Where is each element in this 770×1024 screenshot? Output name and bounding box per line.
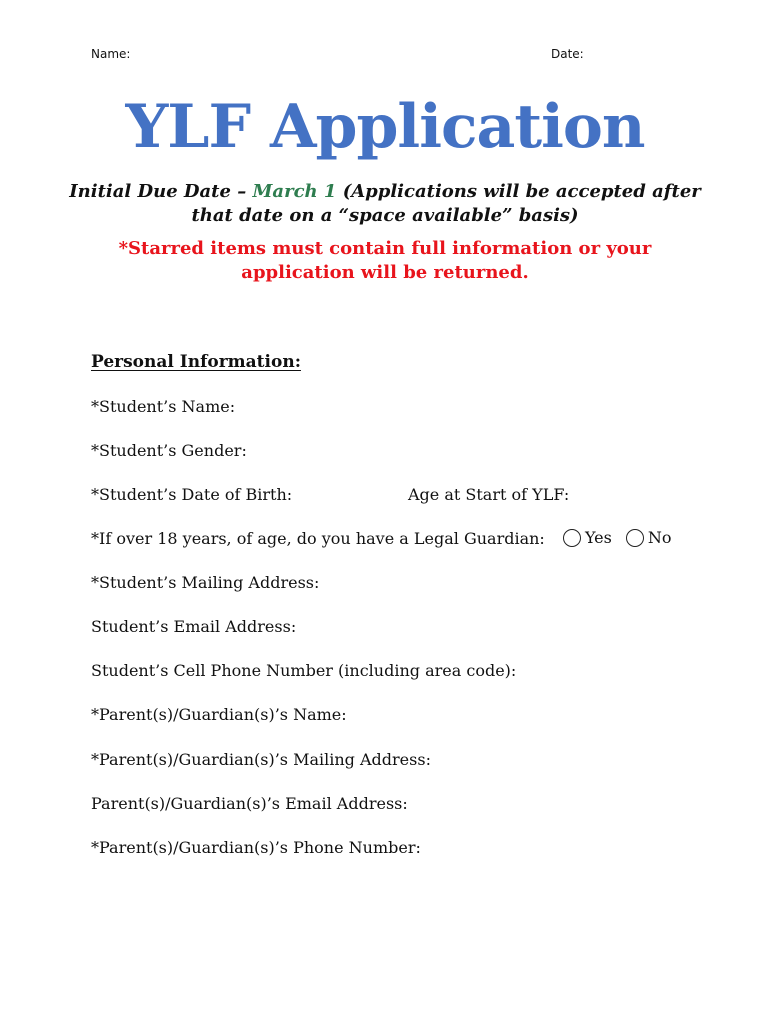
starred-items-warning: *Starred items must contain full information or your application will be returned.	[118, 238, 652, 283]
student-email-label: Student’s Email Address:	[91, 617, 297, 636]
guardian-yes-option[interactable]	[563, 528, 612, 547]
due-date-prefix: Initial Due Date –	[69, 181, 253, 202]
legal-guardian-question: *If over 18 years, of age, do you have a Legal Guardian:	[91, 529, 545, 548]
due-date-value: March 1	[252, 181, 337, 202]
page-title: YLF Application	[125, 92, 645, 162]
student-name-label: *Student’s Name:	[91, 397, 236, 416]
guardian-no-radio[interactable]	[626, 529, 644, 547]
parent-name-label: *Parent(s)/Guardian(s)’s Name:	[91, 705, 347, 724]
guardian-no-option[interactable]	[626, 528, 672, 547]
student-gender-label: *Student’s Gender:	[91, 441, 247, 460]
student-cell-label: Student’s Cell Phone Number (including area code):	[91, 661, 517, 680]
legal-guardian-radio-group	[563, 528, 672, 547]
student-mailing-address-label: *Student’s Mailing Address:	[91, 573, 320, 592]
age-at-start-label: Age at Start of YLF:	[408, 485, 570, 504]
parent-phone-label: *Parent(s)/Guardian(s)’s Phone Number:	[91, 838, 421, 857]
date-label: Date:	[551, 47, 584, 61]
student-dob-label: *Student’s Date of Birth:	[91, 485, 293, 504]
guardian-yes-label: Yes	[585, 528, 612, 547]
name-label: Name:	[91, 47, 131, 61]
section-heading-personal-information: Personal Information:	[91, 352, 301, 372]
guardian-yes-radio[interactable]	[563, 529, 581, 547]
due-date-suffix: (Applications will be accepted after that date on a “space available” basis)	[191, 181, 701, 226]
parent-mailing-address-label: *Parent(s)/Guardian(s)’s Mailing Address:	[91, 750, 431, 769]
guardian-no-label: No	[647, 528, 672, 547]
parent-email-label: Parent(s)/Guardian(s)’s Email Address:	[91, 794, 408, 813]
due-date-note	[60, 180, 710, 228]
